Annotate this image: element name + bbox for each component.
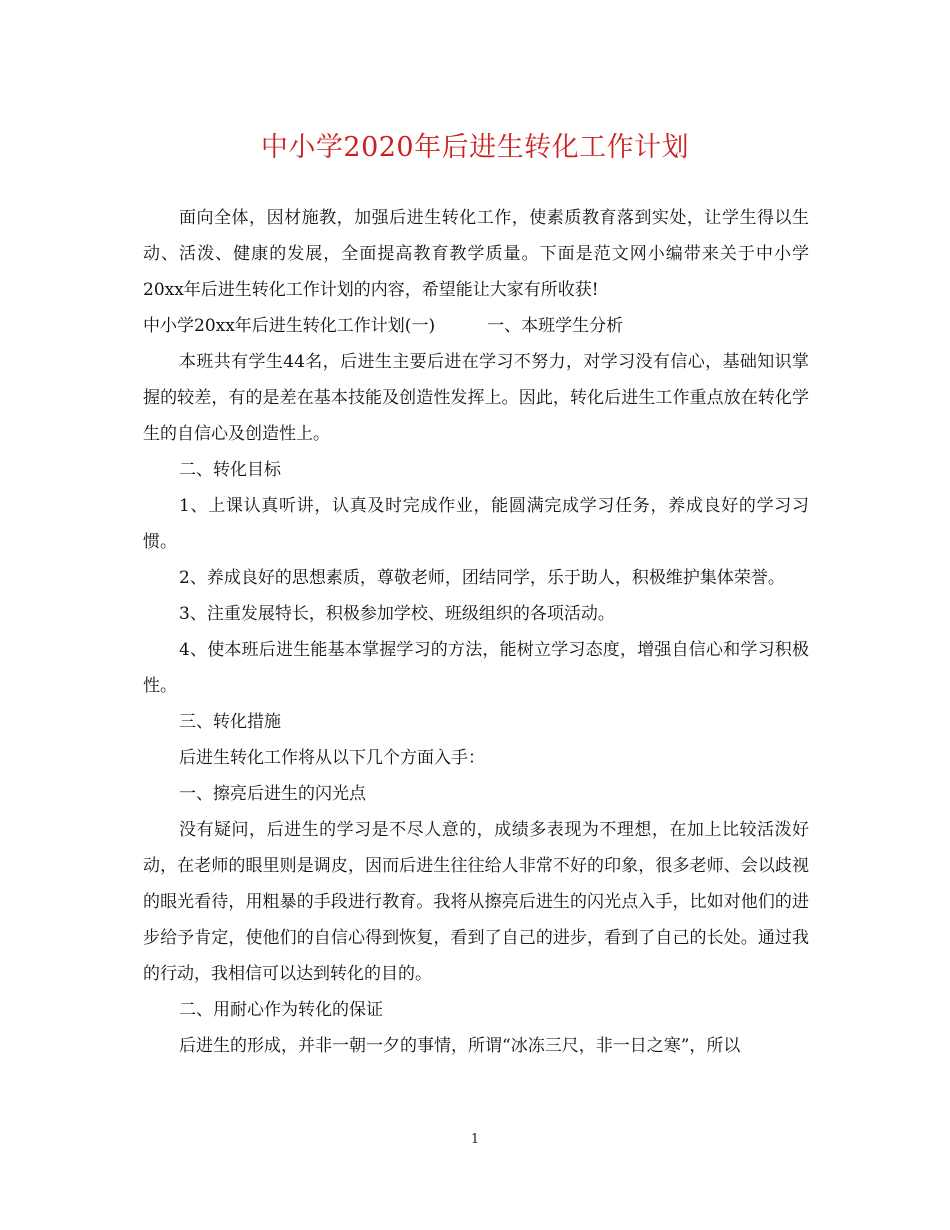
measure-paragraph-2: 后进生的形成，并非一朝一夕的事情，所谓“冰冻三尺，非一日之寒”，所以 [179,1036,741,1056]
goal-item-2: 2、养成良好的思想素质，尊敬老师，团结同学，乐于助人，积极维护集体荣誉。 [179,568,785,588]
page-number: 1 [470,1132,480,1147]
plan-heading-line [143,308,809,344]
measure-heading-1: 一、擦亮后进生的闪光点 [179,784,366,804]
section-heading-goals: 二、转化目标 [179,460,281,480]
goal-item-1: 1、上课认真听讲，认真及时完成作业，能圆满完成学习任务，养成良好的学习习惯。 [143,496,809,552]
document-title: 中小学2020年后进生转化工作计划 [260,132,690,163]
plan-subtitle: 中小学20xx年后进生转化工作计划(一) [143,316,436,336]
goal-item-3: 3、注重发展特长，积极参加学校、班级组织的各项活动。 [179,604,615,624]
section-heading-measures: 三、转化措施 [179,712,281,732]
measure-paragraph-1: 没有疑问，后进生的学习是不尽人意的，成绩多表现为不理想，在加上比较活泼好动，在老师的眼里则是调皮，因而后进生往往给人非常不好的印象，很多老师、会以歧视的眼光看待，用粗暴的手段进行教育。我将从擦亮后进生的闪光点入手，比如对他们的进步给予肯定，使他们的自信心得到恢复，看到了自己的进步，看到了自己的长处。通过我的行动，我相信可以达到转化的目的。 [143,820,809,984]
analysis-paragraph: 本班共有学生44名，后进生主要后进在学习不努力，对学习没有信心，基础知识掌握的较差，有的是差在基本技能及创造性发挥上。因此，转化后进生工作重点放在转化学生的自信心及创造性上。 [143,352,809,444]
measures-intro: 后进生转化工作将从以下几个方面入手： [179,748,485,768]
document-body [143,200,809,1064]
section-heading-analysis: 一、本班学生分析 [487,316,624,336]
measure-heading-2: 二、用耐心作为转化的保证 [179,1000,383,1020]
intro-paragraph: 面向全体，因材施教，加强后进生转化工作，使素质教育落到实处，让学生得以生动、活泼、健康的发展，全面提高教育教学质量。下面是范文网小编带来关于中小学20xx年后进生转化工作计划的内容，希望能让大家有所收获! [143,208,809,300]
goal-item-4: 4、使本班后进生能基本掌握学习的方法，能树立学习态度，增强自信心和学习积极性。 [143,640,809,696]
